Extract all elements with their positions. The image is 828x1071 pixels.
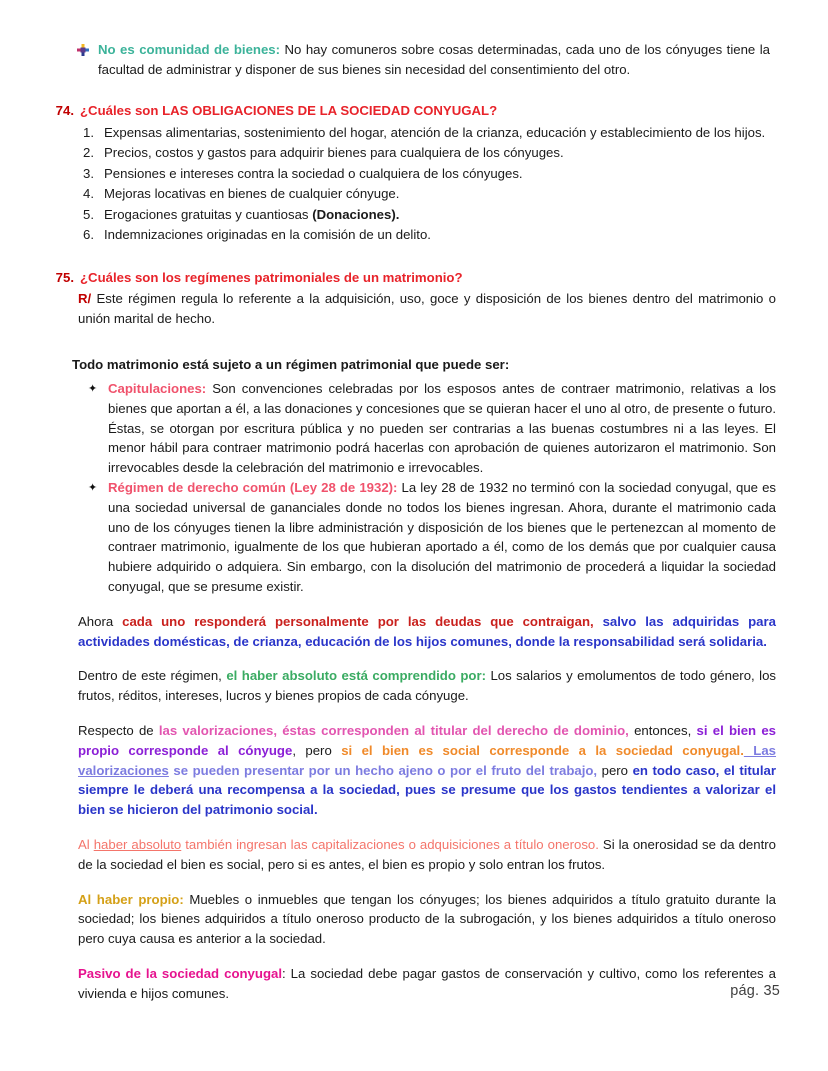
text-segment: Muebles o inmuebles que tengan los cónyuges; los bienes adquiridos a título gratuito durante la sociedad; los bienes adquiridos a título oneroso producto de la subrogación, y los bienes adquiridos a título oneroso pero cuya causa es anterior a la sociedad. (78, 891, 776, 947)
list-text-pre: Precios, costos y gastos para adquirir bienes para cualquiera de los cónyuges. (104, 145, 564, 161)
question-heading-74 (48, 101, 780, 121)
lead-rest: No hay comuneros sobre cosas determinadas, cada uno de los cónyuges tiene la facultad de administrar y disponer de sus bienes sin necesidad del consentimiento del otro. (98, 42, 770, 77)
answer-body: Este régimen regula lo referente a la adquisición, uso, goce y disposición de los bienes dentro del matrimonio o unión marital de hecho. (78, 291, 776, 327)
text-segment: pero (597, 762, 633, 778)
list-text (104, 225, 780, 246)
list-index: 1. (83, 124, 94, 140)
question-emphasis: LAS OBLIGACIONES DE LA SOCIEDAD CONYUGAL? (162, 103, 498, 119)
paragraph-haber-absoluto (78, 666, 780, 706)
list-item-text (108, 379, 776, 478)
text-segment: Respecto de (78, 722, 159, 738)
text-segment: Los salarios y emolumentos de todo género, los frutos, réditos, intereses, lucros y bienes propios de cada cónyuge. (78, 668, 777, 704)
answer-paragraph (78, 289, 780, 329)
diamond-bullet-icon: ✦ (88, 382, 98, 395)
text-segment-gold: Al haber propio: (78, 891, 184, 907)
list-index: 5. (83, 206, 94, 222)
list-text-pre: Erogaciones gratuitas y cuantiosas (104, 206, 313, 222)
obligations-list (48, 123, 780, 246)
text-segment-underlined: Las valorizaciones (78, 742, 776, 778)
text-segment: Si la onerosidad se da dentro de la sociedad el bien es social, pero si es antes, el bien es propio y solo entran los frutos. (78, 836, 776, 872)
answer-marker: R/ (78, 291, 92, 307)
page-number: pág. 35 (730, 983, 780, 999)
question-title: ¿Cuáles son los regímenes patrimoniales de un matrimonio? (80, 269, 463, 285)
text-segment-orange: si el bien es social corresponde a la sociedad conyugal. (341, 742, 744, 758)
list-item (88, 478, 780, 597)
list-text-pre: Expensas alimentarias, sostenimiento del hogar, atención de la crianza, educación y establecimiento de los hijos. (104, 124, 766, 140)
paragraph-haber-propio (78, 890, 780, 949)
question-prefix: ¿Cuáles son (80, 103, 163, 119)
arrow-bullet-icon (76, 43, 93, 61)
lead-rest: Son convenciones celebradas por los esposos antes de contraer matrimonio, relativas a los bienes que aportan a él, a las donaciones y concesiones que se quieran hacer el uno al otro, de presente o futuro. Éstas, se otorgan por escritura pública y no pueden ser contrarias a las buenas costumbres ni a las leyes. El menor hábil para contraer matrimonio podrá hacerlas con aprobación de quienes autorizaron el matrimonio. Son irrevocables desde la celebración del matrimonio e irrevocables. (108, 380, 776, 476)
paragraph-deudas (78, 612, 780, 652)
text-segment-periwinkle: se pueden presentar por un hecho ajeno o por el fruto del trabajo, (168, 762, 598, 778)
lead-term: Régimen de derecho común (Ley 28 de 1932): (108, 479, 398, 495)
list-text-pre: Indemnizaciones originadas en la comisión de un delito. (104, 227, 431, 243)
text-segment-green: el haber absoluto está comprendido por: (226, 668, 486, 684)
list-text (104, 164, 780, 185)
text-segment-red: cada uno responderá personalmente por las deudas que contraigan, (122, 613, 594, 629)
subheading: Todo matrimonio está sujeto a un régimen patrimonial que puede ser: (72, 357, 510, 373)
list-index: 3. (83, 165, 94, 181)
list-item (48, 123, 780, 144)
text-segment-purple: si el bien es propio corresponde al cónyuge (78, 722, 776, 758)
text-segment-pink: Pasivo de la sociedad conyugal (78, 965, 282, 981)
question-number: 74. (55, 103, 74, 119)
diamond-bullet-icon: ✦ (88, 481, 98, 494)
paragraph-valorizaciones (78, 721, 780, 820)
question-heading-75 (48, 268, 780, 288)
list-item (76, 40, 780, 79)
lead-term: No es comunidad de bienes: (98, 42, 281, 57)
list-item (48, 205, 780, 226)
text-segment-blue: salvo las adquiridas para actividades domésticas, de crianza, educación de los hijos comunes, donde la responsabilidad será solidaria. (78, 613, 776, 649)
question-number: 75. (55, 269, 74, 285)
list-item (48, 164, 780, 185)
text-segment-salmon: también ingresan las capitalizaciones o adquisiciones a título oneroso. (181, 836, 599, 852)
text-segment: : La sociedad debe pagar gastos de conservación y cultivo, como los referentes a vivienda e hijos comunes. (78, 965, 776, 1001)
list-index: 4. (83, 186, 94, 202)
list-item (48, 184, 780, 205)
lead-term: Capitulaciones: (108, 380, 207, 396)
list-item-text (108, 478, 776, 597)
list-text-pre: Pensiones e intereses contra la sociedad o cualquiera de los cónyuges. (104, 165, 523, 181)
list-item (48, 225, 780, 246)
list-text-pre: Mejoras locativas en bienes de cualquier cónyuge. (104, 186, 400, 202)
text-segment: Ahora (78, 613, 123, 629)
text-segment-magenta: las valorizaciones, éstas corresponden al titular del derecho de dominio, (158, 722, 629, 738)
list-item (88, 379, 780, 478)
text-segment-salmon: Al (78, 836, 94, 852)
text-segment: , pero (292, 742, 342, 758)
list-text (104, 184, 780, 205)
list-item-text (98, 40, 770, 79)
text-segment-underlined: haber absoluto (93, 836, 182, 852)
paragraph-pasivo (78, 964, 780, 1004)
list-index: 2. (83, 145, 94, 161)
text-segment-blue: en todo caso, el titular siempre le deberá una recompensa a la sociedad, pues se presume que los gastos tendientes a valorizar el bien se hicieron del patrimonio social. (78, 762, 776, 818)
paragraph-onerosidad (78, 835, 780, 875)
list-text-bold: (Donaciones). (312, 206, 400, 222)
list-text (104, 123, 780, 144)
list-text (104, 143, 780, 164)
question-title (80, 101, 780, 121)
list-item (48, 143, 780, 164)
list-index: 6. (83, 227, 94, 243)
text-segment: Dentro de este régimen, (78, 668, 227, 684)
list-text (104, 205, 780, 226)
text-segment: entonces, (628, 722, 697, 738)
lead-rest: La ley 28 de 1932 no terminó con la sociedad conyugal, que es una sociedad universal de gananciales donde no todos los bienes ingresan. Ahora, durante el matrimonio cada uno de los cónyuges tienen la libre administración y disposición de los bienes que le pertenezcan al momento de contraer matrimonio, igualmente de los que hubieran aportado a él, como de los demás que por cualquier causa hubiere adquirido o adquiera. Sin embargo, con la disolución del matrimonio de procederá a liquidar la sociedad conyugal, que se presume existir. (108, 479, 776, 594)
